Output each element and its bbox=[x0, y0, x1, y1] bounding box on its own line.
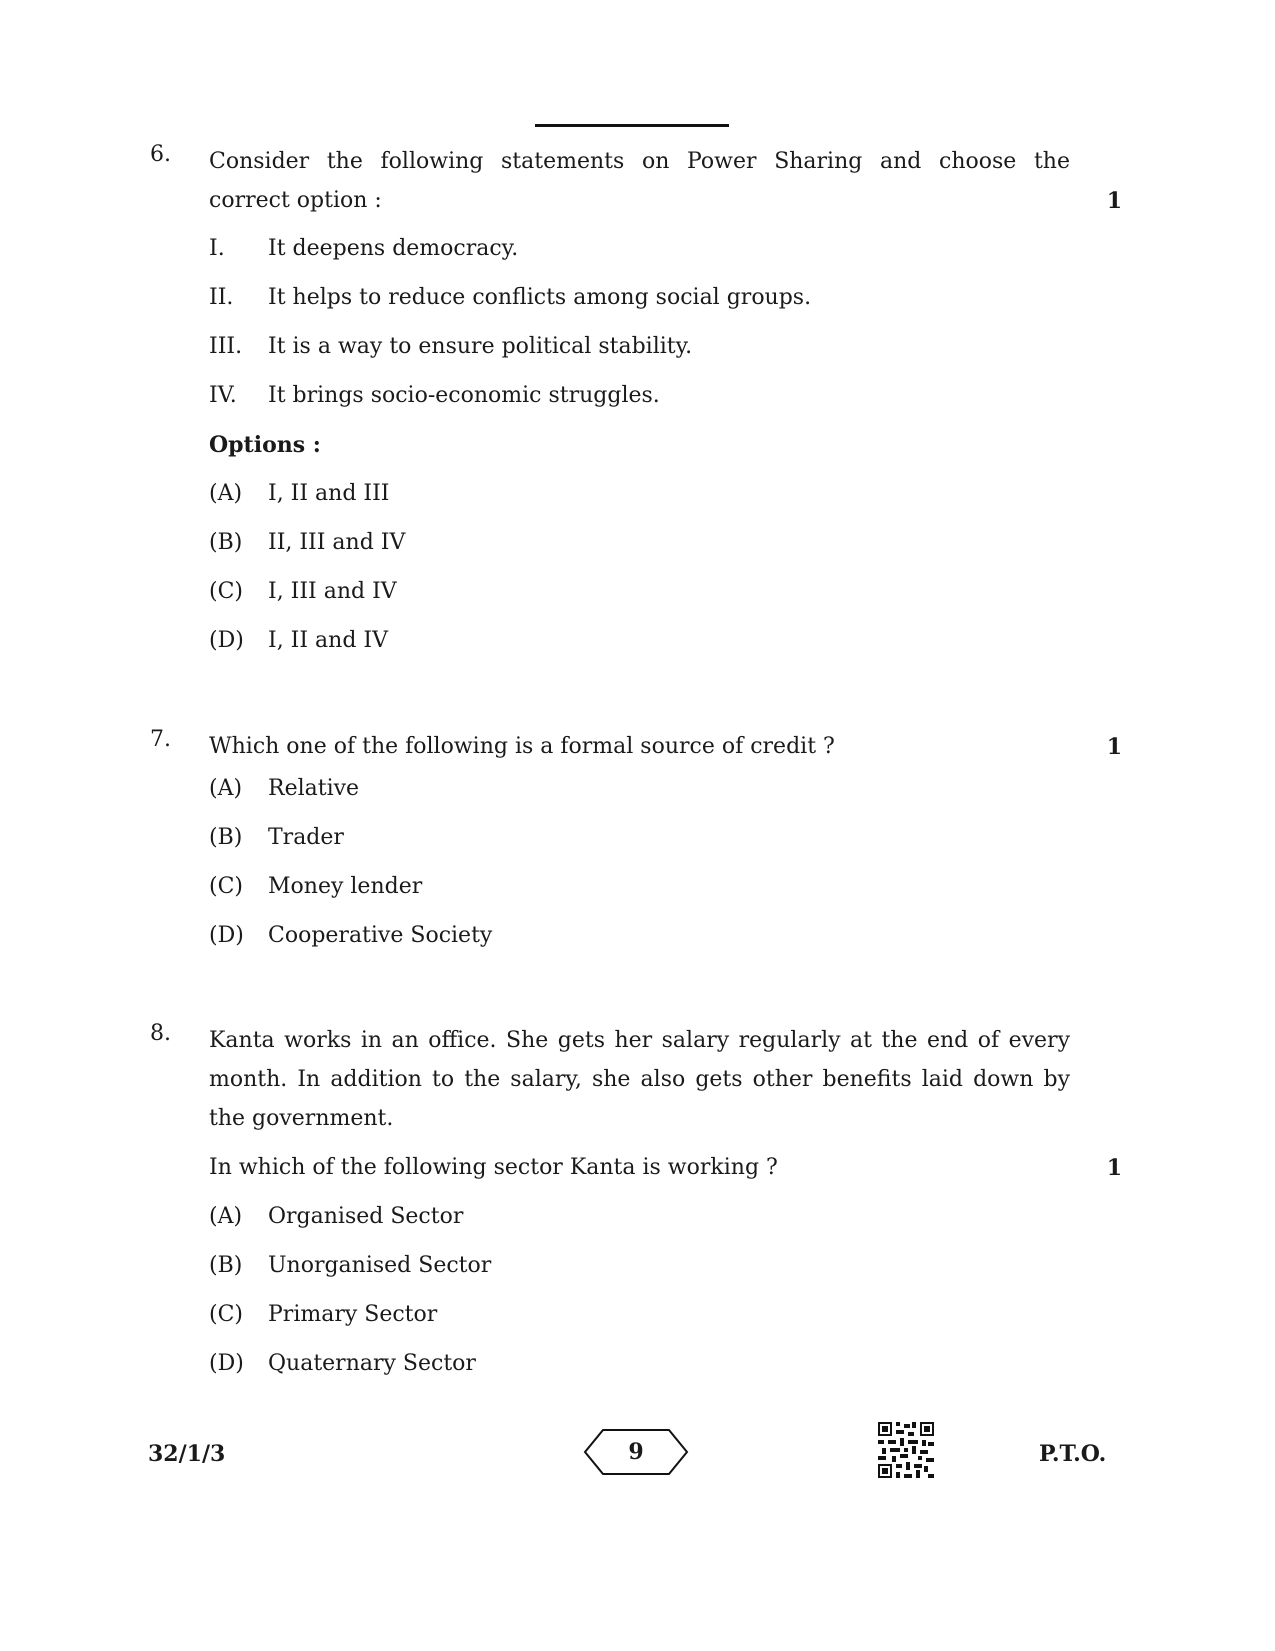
question-8-stem-line3: the government. bbox=[209, 1106, 394, 1131]
statement-text: It deepens democracy. bbox=[268, 236, 519, 261]
question-6-option-a bbox=[209, 481, 389, 506]
option-text: I, III and IV bbox=[268, 579, 397, 604]
page-number-badge bbox=[583, 1428, 689, 1476]
statement-text: It helps to reduce conflicts among social groups. bbox=[268, 285, 812, 310]
question-8-option-a bbox=[209, 1204, 463, 1229]
option-label: (C) bbox=[209, 874, 243, 899]
question-7-option-a bbox=[209, 776, 359, 801]
option-text: Unorganised Sector bbox=[268, 1253, 492, 1278]
option-label: (A) bbox=[209, 1204, 243, 1229]
question-6-marks: 1 bbox=[1106, 188, 1122, 214]
page-number: 9 bbox=[628, 1439, 644, 1465]
statement-text: It brings socio-economic struggles. bbox=[268, 383, 660, 408]
option-text: Quaternary Sector bbox=[268, 1351, 476, 1376]
top-divider bbox=[535, 124, 729, 127]
question-8-option-c bbox=[209, 1302, 437, 1327]
statement-text: It is a way to ensure political stability. bbox=[268, 334, 693, 359]
question-6-statement-1 bbox=[209, 236, 518, 261]
option-text: I, II and III bbox=[268, 481, 390, 506]
question-6-number: 6. bbox=[150, 142, 171, 167]
statement-label: II. bbox=[209, 285, 234, 310]
question-6-statement-3 bbox=[209, 334, 692, 359]
option-text: Relative bbox=[268, 776, 360, 801]
option-text: I, II and IV bbox=[268, 628, 388, 653]
question-6-stem-line1: Consider the following statements on Power Sharing and choose the bbox=[209, 149, 1070, 174]
option-label: (D) bbox=[209, 1351, 244, 1376]
option-label: (B) bbox=[209, 530, 243, 555]
option-text: Primary Sector bbox=[268, 1302, 438, 1327]
option-text: II, III and IV bbox=[268, 530, 406, 555]
question-7-option-b bbox=[209, 825, 344, 850]
question-6-option-d bbox=[209, 628, 388, 653]
question-7-option-d bbox=[209, 923, 492, 948]
statement-label: IV. bbox=[209, 383, 237, 408]
question-8-marks: 1 bbox=[1106, 1155, 1122, 1181]
question-8-question: In which of the following sector Kanta is working ? bbox=[209, 1155, 778, 1180]
option-text: Trader bbox=[268, 825, 344, 850]
question-8-option-b bbox=[209, 1253, 491, 1278]
statement-label: III. bbox=[209, 334, 243, 359]
option-label: (B) bbox=[209, 1253, 243, 1278]
option-label: (A) bbox=[209, 776, 243, 801]
paper-code: 32/1/3 bbox=[148, 1441, 226, 1467]
option-text: Cooperative Society bbox=[268, 923, 493, 948]
pto-label: P.T.O. bbox=[1039, 1441, 1107, 1467]
option-label: (A) bbox=[209, 481, 243, 506]
question-7-number: 7. bbox=[150, 727, 171, 752]
option-label: (C) bbox=[209, 1302, 243, 1327]
question-8-stem-line2: month. In addition to the salary, she also gets other benefits laid down by bbox=[209, 1067, 1070, 1092]
question-8-number: 8. bbox=[150, 1021, 171, 1046]
option-text: Money lender bbox=[268, 874, 423, 899]
question-7-stem: Which one of the following is a formal source of credit ? bbox=[209, 734, 835, 759]
question-6-statement-2 bbox=[209, 285, 811, 310]
option-label: (D) bbox=[209, 923, 244, 948]
question-6-option-c bbox=[209, 579, 397, 604]
question-7-option-c bbox=[209, 874, 422, 899]
question-7-marks: 1 bbox=[1106, 734, 1122, 760]
option-text: Organised Sector bbox=[268, 1204, 464, 1229]
question-6-option-b bbox=[209, 530, 405, 555]
question-6-stem-line2: correct option : bbox=[209, 188, 382, 213]
question-8-option-d bbox=[209, 1351, 476, 1376]
option-label: (D) bbox=[209, 628, 244, 653]
option-label: (C) bbox=[209, 579, 243, 604]
question-6-options-heading: Options : bbox=[209, 432, 321, 458]
statement-label: I. bbox=[209, 236, 225, 261]
qr-code-icon bbox=[878, 1422, 934, 1478]
question-6-statement-4 bbox=[209, 383, 660, 408]
question-8-stem-line1: Kanta works in an office. She gets her salary regularly at the end of every bbox=[209, 1028, 1070, 1053]
option-label: (B) bbox=[209, 825, 243, 850]
